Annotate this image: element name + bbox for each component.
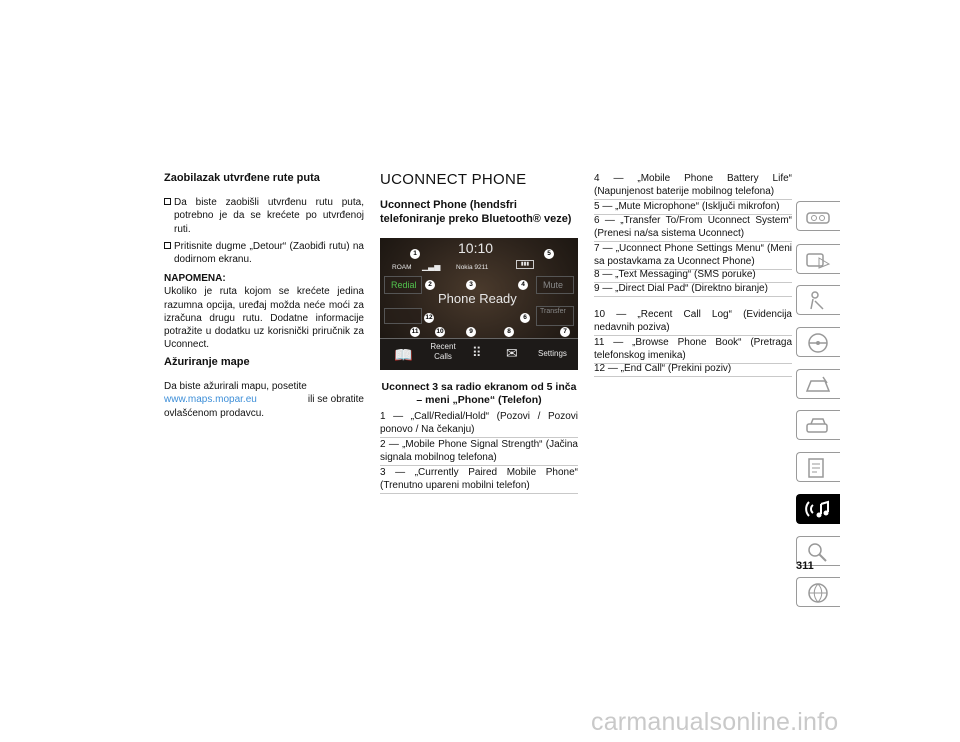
end-call-button <box>384 308 422 324</box>
callout-marker: 8 <box>504 327 514 337</box>
multimedia-icon <box>803 498 833 522</box>
section-title-map-update: Ažuriranje mape <box>164 356 250 368</box>
phonebook-icon: 📖 <box>394 347 413 364</box>
legend-row: 10 — „Recent Call Log“ (Evidencija nedavnih poziva) <box>594 308 792 336</box>
note-title: NAPOMENA: <box>164 273 226 284</box>
checkbox-icon <box>164 198 171 205</box>
callout-marker: 9 <box>466 327 476 337</box>
mute-button <box>536 276 574 294</box>
screen-device: Nokia 9211 <box>456 264 489 271</box>
callout-marker: 6 <box>520 313 530 323</box>
recent-calls-label: Recent Calls <box>430 342 456 361</box>
update-post: ovlašćenom prodavcu. <box>164 407 265 419</box>
checkbox-icon <box>164 242 171 249</box>
subheading: Uconnect Phone (hendsfri telefoniranje preko Bluetooth® veze) <box>380 199 572 225</box>
callout-marker: 5 <box>544 249 554 259</box>
callout-marker: 7 <box>560 327 570 337</box>
tab-car-crash[interactable] <box>796 369 840 399</box>
screen-bottom-bar <box>380 338 578 370</box>
page-number: 311 <box>796 560 814 572</box>
specifications-icon <box>803 456 833 480</box>
phone-status: Phone Ready <box>438 291 517 306</box>
note-text: Ukoliko je ruta kojom se krećete jedina razumna opcija, uređaj možda neće moći za izračuna drugu rutu. Dodatne informacije potražite u dodatku uz korisnički priručnik za Uconnect. <box>164 286 364 351</box>
bullet-text: Pritisnite dugme „Detour“ (Zaobiđi rutu) na dodirnom ekranu. <box>174 241 364 266</box>
steering-wheel-icon <box>803 331 833 355</box>
bullet-text: Da biste zaobišli utvrđenu rutu puta, potrebno je da se krećete po utvrđenoj ruti. <box>174 197 364 235</box>
screen-roam: ROAM <box>392 264 412 271</box>
tab-language[interactable] <box>796 577 840 607</box>
phone-screen-image <box>380 238 578 370</box>
car-crash-icon <box>803 373 833 397</box>
legend-row: 7 — „Uconnect Phone Settings Menu“ (Meni sa postavkama za Uconnect Phone) <box>594 242 792 270</box>
callout-marker: 3 <box>466 280 476 290</box>
update-pre: Da biste ažurirali mapu, posetite <box>164 381 307 392</box>
redial-button <box>384 276 422 294</box>
signal-icon: ▁▃▅ <box>422 262 441 271</box>
tab-specifications[interactable] <box>796 452 840 482</box>
callout-marker: 1 <box>410 249 420 259</box>
callout-marker: 2 <box>425 280 435 290</box>
map-update-text <box>164 380 364 420</box>
maps-link[interactable]: www.maps.mopar.eu <box>164 394 257 406</box>
legend-row: 5 — „Mute Microphone“ (Isključi mikrofon) <box>594 200 792 215</box>
legend-row: 12 — „End Call“ (Prekini poziv) <box>594 362 792 377</box>
tab-car-service[interactable] <box>796 410 840 440</box>
dial-pad-icon: ⠿ <box>472 345 482 360</box>
tab-multimedia[interactable] <box>796 494 840 524</box>
update-mid: ili se obratite <box>307 394 364 406</box>
bullet-item <box>164 240 364 267</box>
legend-row: 4 — „Mobile Phone Battery Life“ (Napunjenost baterije mobilnog telefona) <box>594 172 792 200</box>
chapter-heading: UCONNECT PHONE <box>380 171 527 188</box>
tab-steering-wheel[interactable] <box>796 327 840 357</box>
tab-seat-airbag[interactable] <box>796 285 840 315</box>
figure-caption: Uconnect 3 sa radio ekranom od 5 inča – meni „Phone“ (Telefon) <box>381 381 577 406</box>
callout-marker: 4 <box>518 280 528 290</box>
bullet-item <box>164 196 364 236</box>
tab-warning-lights[interactable] <box>796 244 840 274</box>
legend-row: 9 — „Direct Dial Pad“ (Direktno biranje) <box>594 282 792 297</box>
legend-row: 1 — „Call/Redial/Hold“ (Pozovi / Pozovi ponovo / Na čekanju) <box>380 410 578 438</box>
callout-marker: 11 <box>411 328 419 335</box>
car-service-icon <box>803 414 833 438</box>
transfer-label: Transfer <box>540 308 566 315</box>
legend-row: 2 — „Mobile Phone Signal Strength“ (Jačina signala mobilnog telefona) <box>380 438 578 466</box>
mute-label: Mute <box>543 280 564 290</box>
legend-row: 11 — „Browse Phone Book“ (Pretraga telefonskog imenika) <box>594 336 792 364</box>
warning-lights-icon <box>803 248 833 272</box>
note-block <box>164 272 364 352</box>
seat-airbag-icon <box>803 289 833 313</box>
screen-time: 10:10 <box>458 240 494 256</box>
section-title-detour: Zaobilazak utvrđene rute puta <box>164 172 320 184</box>
legend-row: 6 — „Transfer To/From Uconnect System“ (Prenesi na/sa sistema Uconnect) <box>594 214 792 242</box>
settings-label: Settings <box>538 349 567 358</box>
redial-label: Redial <box>391 280 417 290</box>
watermark: carmanualsonline.info <box>591 708 839 736</box>
transfer-button <box>536 306 574 326</box>
callout-marker: 10 <box>436 328 444 335</box>
battery-icon: ▮▮▮ <box>516 260 534 269</box>
message-icon: ✉ <box>506 345 518 361</box>
car-dashboard-icon <box>803 205 833 229</box>
tab-car-dashboard[interactable] <box>796 201 840 231</box>
legend-row: 3 — „Currently Paired Mobile Phone“ (Trenutno upareni mobilni telefon) <box>380 466 578 494</box>
legend-row: 8 — „Text Messaging“ (SMS poruke) <box>594 268 792 283</box>
language-icon <box>803 581 833 605</box>
callout-marker: 12 <box>425 314 433 321</box>
